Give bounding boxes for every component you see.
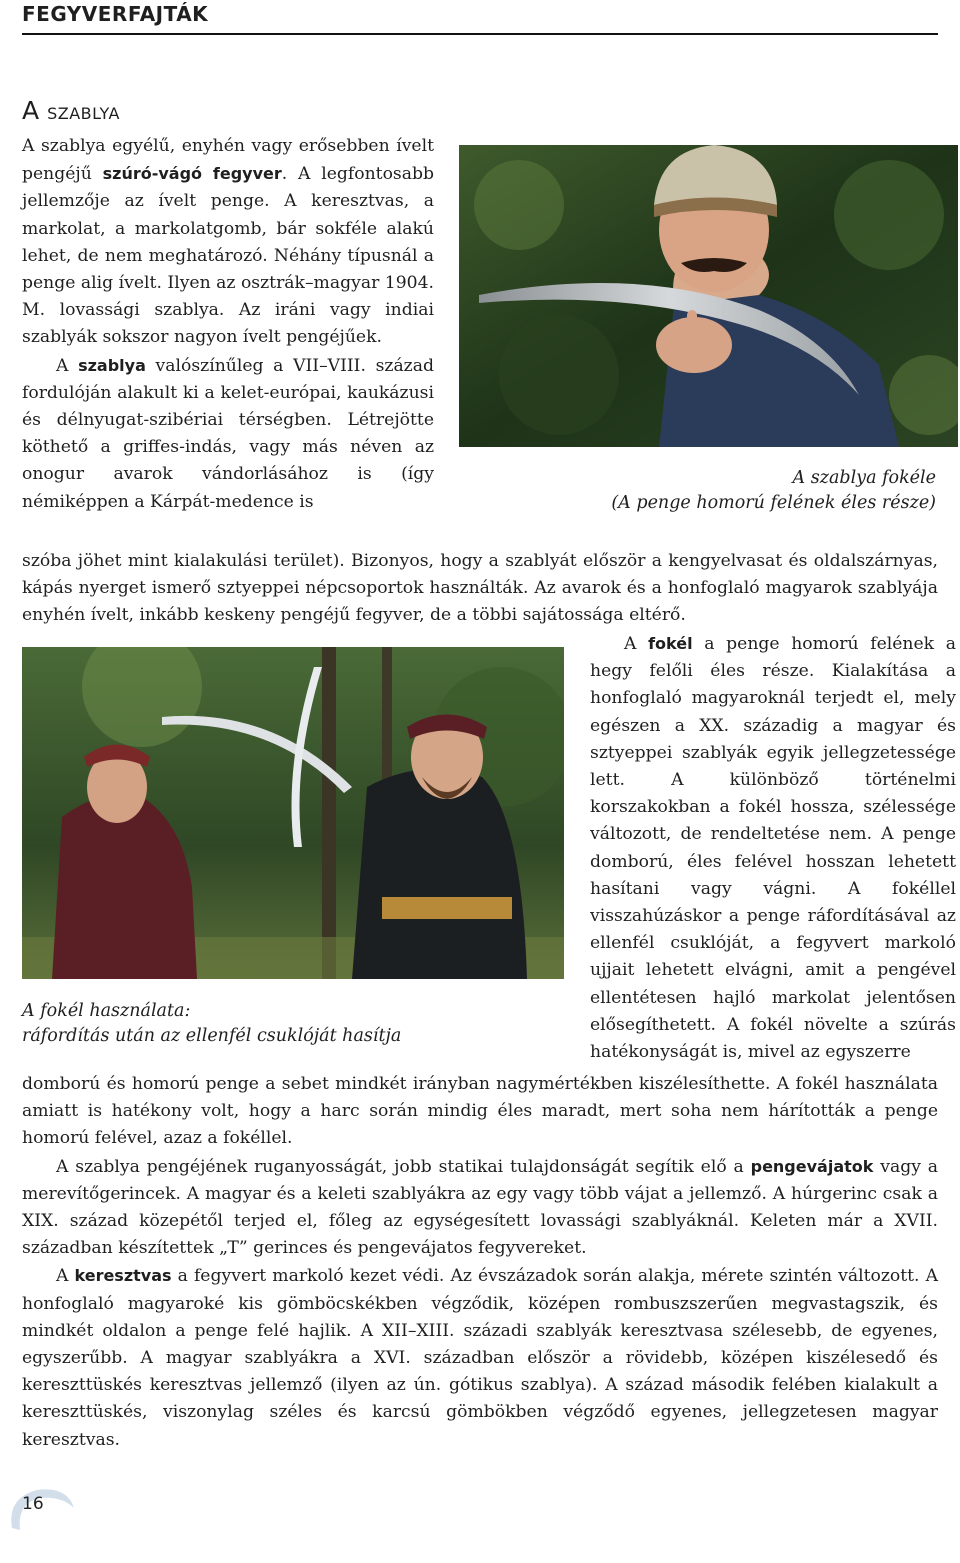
section-title-initial: A [22,96,40,125]
paragraph-3: A fokél a penge homorú felének a hegy felőli éles része. Kialakítása a honfoglaló magyaroknál terjedt el, mely egészen a XX. századig a magyar és sztyeppei szablyák egyik jellegzetessége lett. A különböző történelmi korszakokban a fokél hossza, szélessége változott, de rendeltetése nem. A penge domború, éles felével hosszan lehetett hasítani vagy vágni. A fokéllel visszahúzáskor a penge ráfordításával az ellenfél csuklóját, a fegyvert markoló ujjait lehetett elvágni, amit a pengével ellentétesen hajló markolat jelentősen elősegíthetett. A fokél növelte a szúrás hatékonyságát is, mivel az egyszerre [590,634,956,1063]
figure-1-caption-line-1: A szablya fokéle [792,468,936,488]
keyword-keresztvas: keresztvas [74,1266,172,1286]
page-number: 16 [22,1494,44,1514]
keyword-fokel: fokél [648,634,693,653]
paragraph-5: A keresztvas a fegyvert markoló kezet védi. Az évszázadok során alakja, mérete szintén változott. A honfoglaló magyaroké kis gömböcskékben végződik, középen rombuszszerűen megvastagszik, és mindkét oldalon a penge felé hajlik. A XII–XIII. századi szablyák keresztvasa szélesebb, de egyenes, egyszerűbb. A magyar szablyákra a XVI. században először a rövidebb, középen kiszélesedő és kereszttüskés keresztvas jellemző (ilyen az ún. gótikus szablya). A század második felében kialakult a kereszttüskés, viszonylag széles és karcsú gömbökben végződő egyenes, jellegzetesen magyar keresztvas. [22,1266,938,1450]
paragraph-2: A szablya valószínűleg a VII–VIII. század fordulóján alakult ki a kelet-európai, kaukázusi és délnyugat-szibériai térségben. Létrejötte köthető a griffes-indás, vagy más néven az onogur avarok vándorlásához is (így némiképpen a Kárpát-medence is [22,355,434,512]
photo-saber-inspection [459,145,958,447]
text-block-full-1 [22,548,938,630]
text-block-full-2 [22,1071,938,1454]
keyword-szablya: szablya [78,355,146,375]
figure-2-caption-line-1: A fokél használata: [22,1001,191,1021]
keyword-pengevajatok: pengevájatok [750,1156,874,1176]
figure-2-caption-line-2: ráfordítás után az ellenfél csuklóját hasítja [22,1026,402,1046]
figure-1-caption-line-2: (A penge homorú felének éles része) [611,493,936,513]
paragraph-1: A szablya egyélű, enyhén vagy erősebben ívelt pengéjű szúró-vágó fegyver. A legfontosabb jellemzője az ívelt penge. A keresztvas, a markolat, a markolatgomb, bár sokféle alakú lehet, de nem meghatározó. Néhány típusnál a penge alig ívelt. Ilyen az osztrák–magyar 1904. M. lovassági szablya. Az iráni vagy indiai szablyák sokszor nagyon ívelt pengéjűek. [22,136,435,348]
section-title-rest: szablya [47,99,120,125]
text-block-top-left [22,133,434,516]
figure-2-caption [22,999,562,1049]
keyword-szuro-vago-fegyver: szúró-vágó fegyver [102,164,282,184]
paragraph-4: A szablya pengéjének ruganyosságát, jobb statikai tulajdonságát segítik elő a pengevájatok vagy a merevítőgerincek. A magyar és a keleti szablyákra az egy vagy több vájat a jellemző. A húrgerinc csak a XIX. század közepétől terjed el, főleg az egységesített lovassági szablyáknál. Keleten már a XVII. században készítettek „T” gerinces és pengevájatos fegyvereket. [22,1156,938,1259]
paragraph-2-continued: szóba jöhet mint kialakulási terület). Bizonyos, hogy a szablyát először a kengyelvasat és oldalszárnyas, kápás nyerget ismerő sztyeppei népcsoportok használták. Az avarok és a honfoglaló magyarok szablyája enyhén ívelt, inkább keskeny pengéjű fegyver, de a többi sajátossága eltérő. [22,551,938,626]
figure-1-caption [456,466,936,516]
text-block-right-column [590,630,956,1066]
header-rule [22,33,938,35]
running-header: FEGYVERFAJTÁK [22,2,209,26]
photo-fokel-usage [22,647,564,979]
section-title [22,96,120,125]
paragraph-3-continued: domború és homorú penge a sebet mindkét irányban nagymértékben kiszélesíthette. A fokél használata amiatt is hatékony volt, hogy a harc során mindig éles maradt, mert soha nem hárították a penge homorú felével, azaz a fokéllel. [22,1074,938,1149]
